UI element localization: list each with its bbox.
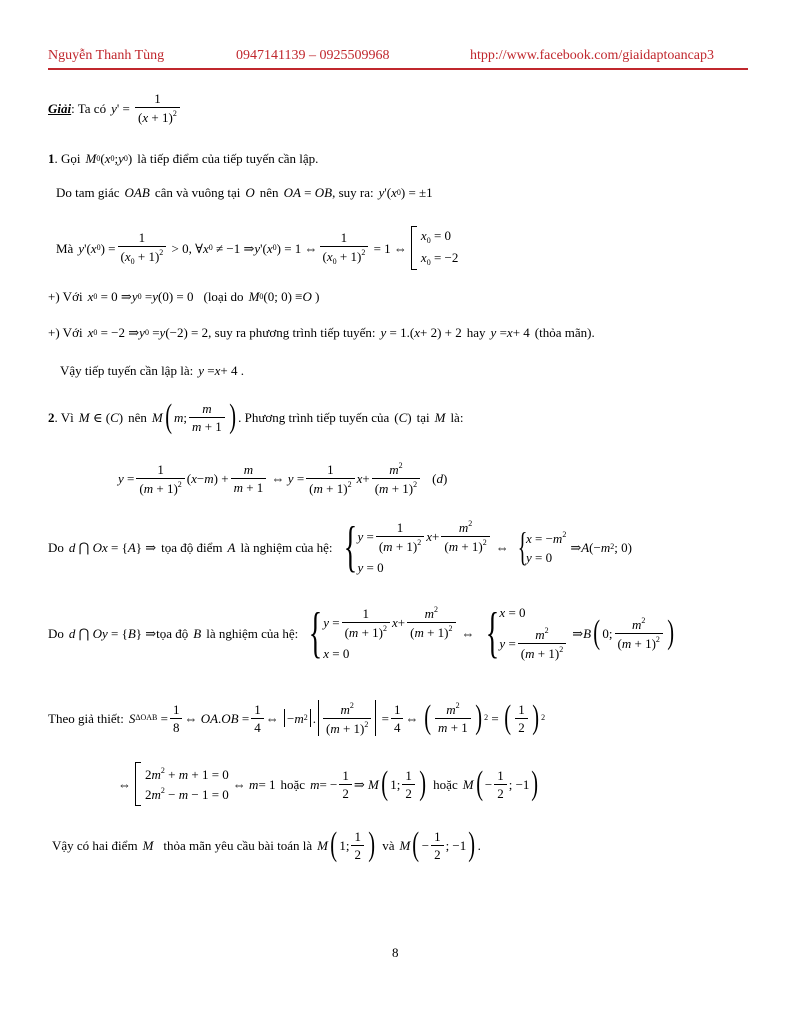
header-url[interactable]: htpp://www.facebook.com/giaidaptoancap3 bbox=[470, 48, 715, 63]
line-part1-intro: 1 . Gọi M 0 ( x 0 ; y 0 ) là tiếp điểm của tiếp tuyến cần lập. bbox=[48, 151, 319, 166]
line-case-x0-0: +) Với x 0 = 0 ⇒ y 0 = y (0) = 0 (loại do M 0 (0; 0) ≡ O ) bbox=[48, 289, 320, 304]
header-author: Nguyễn Thanh Tùng bbox=[48, 48, 165, 63]
line-tangent-equation: y = $\frac{1}{(m + 1)^2}$ ( x − m ) + $\frac{m}{m + 1}$ ⇔ y = $\frac{1}{(m + 1)^2}$ x + $\frac{m^2}{(m + 1)^2}$ ( d ) bbox=[118, 461, 448, 496]
solution-label: Giải bbox=[48, 100, 72, 116]
line-part2-intro: 2 . Vì M ∈ ( C ) nên M ( m ; $\frac{m}{m + 1}$ ) . Phương trình tiếp tuyến của ( C ) tại M là: bbox=[48, 398, 464, 435]
line-case-x0-neg2: +) Với x 0 = −2 ⇒ y 0 = y (−2) = 2 , suy ra phương trình tiếp tuyến: y = 1.( x + 2) + 2 hay y = x + 4 (thỏa mãn). bbox=[48, 325, 595, 340]
line-conclusion-1: Vậy tiếp tuyến cần lập là: y = x + 4 . bbox=[60, 363, 244, 378]
header-rule bbox=[48, 68, 748, 70]
line-area-condition: Theo giả thiết: S ΔOAB = $\frac{1}{8}$ ⇔ OA . OB = $\frac{1}{4}$ ⇔ − m 2 . $\frac{m^2}{(m + 1)^2}$ = $\frac{1}{4}$ ⇔ ( $\frac{m^2}{m + 1}$ ) 2 = ( $\frac{1}{2}$ ) 2 bbox=[48, 699, 546, 736]
line-solve-m: ⇔ $2m^2 + m + 1 = 0$ $2m^2 - m - 1 = 0$ ⇔ m = 1 hoặc m = − $\frac{1}{2}$ ⇒ M ( 1; $\frac{1}{2}$ ) hoặc M ( − $\frac{1}{2}$ ; −1 ) bbox=[118, 762, 541, 806]
header-phone: 0947141139 – 0925509968 bbox=[236, 48, 390, 63]
line-solve-x0: Mà y '( x 0 ) = $\frac{1}{(x_0 + 1)^2}$ > 0, ∀ x 0 ≠ −1 ⇒ y '( x 0 ) = 1 ⇔ $\frac{1}{(x_0 + 1)^2}$ = 1 ⇔ $x_0 = 0$ $x_0 = -2$ bbox=[56, 226, 462, 270]
line-derivative: Giải : Ta có y ' = $\frac{1}{(x + 1)^2}$ bbox=[48, 92, 182, 124]
line-point-B: Do d ⋂ Oy = { B } ⇒ tọa độ B là nghiệm của hệ: { y = $\frac{1}{(m + 1)^2}$ x + $\frac{m^2}{(m + 1)^2}$ x = 0 ⇔ { x = 0 y = $\frac{m^2}{(m + 1)^2}$ ⇒ B ( 0; $\frac{m^2}{(m + 1)^2}$ ) bbox=[48, 601, 674, 664]
line-triangle: Do tam giác OAB cân và vuông tại O nên OA = OB , suy ra: y '( x 0 ) = ±1 bbox=[56, 185, 433, 200]
line-conclusion-2: Vậy có hai điểm M thỏa mãn yêu cầu bài toán là M ( 1; $\frac{1}{2}$ ) và M ( − $\frac{1}{2}$ ; −1 ) . bbox=[52, 826, 481, 863]
line-point-A: Do d ⋂ Ox = { A } ⇒ tọa độ điểm A là nghiệm của hệ: { y = $\frac{1}{(m + 1)^2}$ x + $\frac{m^2}{(m + 1)^2}$ y = 0 ⇔ { $x = -m^2$ y = 0 ⇒ A (− m 2 ; 0) bbox=[48, 515, 632, 578]
page-number: 8 bbox=[392, 945, 399, 960]
